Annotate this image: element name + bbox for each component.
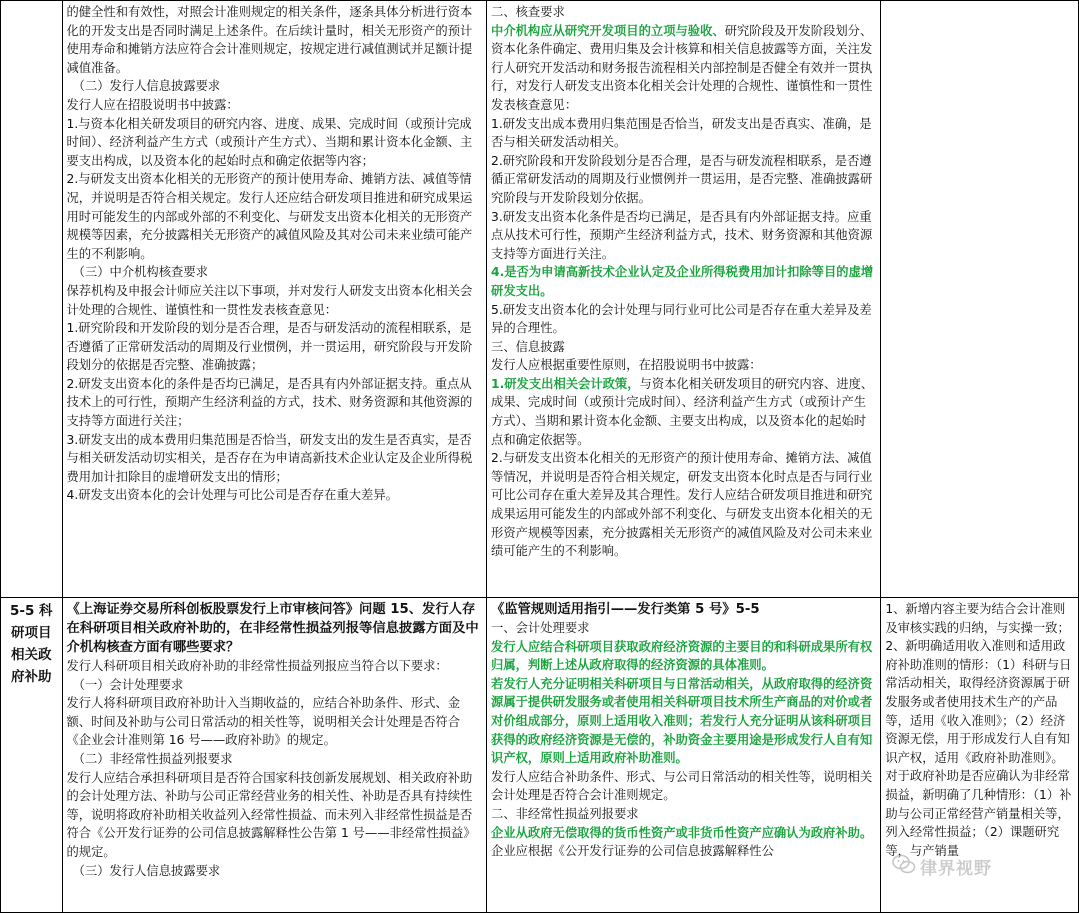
paragraph-text: 一、会计处理要求 xyxy=(491,621,590,635)
paragraph-text: 2.研发支出资本化的条件是否均已满足，是否具有内外部证据支持。重点从技术上的可行性，预期产生经济利益的方式，技术、财务资源和其他资源的支持等方面进行关注； xyxy=(66,376,473,429)
comment-cell xyxy=(881,1,1079,598)
paragraph-text: 二、非经常性损益列报要求 xyxy=(491,806,639,821)
paragraph xyxy=(491,675,876,768)
highlighted-text: 企业从政府无偿取得的货币性资产或非货币性资产应确认为政府补助。 xyxy=(491,825,873,840)
paragraph xyxy=(67,319,483,375)
paragraph-text: 4.研发支出资本化的会计处理与可比公司是否存在重大差异。 xyxy=(66,488,398,503)
highlighted-text: 中介机构应从研究开发项目的立项与验收、 xyxy=(491,23,725,38)
row-label-cell xyxy=(1,598,63,913)
section-heading: 《上海证券交易所科创板股票发行上市审核问答》问题 15、发行人存在科研项目相关政府补助的，在非经常性损益列报等信息披露方面及中介机构核查方面有哪些要求？ xyxy=(66,602,479,655)
new-guideline-cell xyxy=(487,1,881,598)
paragraph xyxy=(491,263,876,300)
paragraph xyxy=(67,77,483,96)
paragraph-text: （二）发行人信息披露要求 xyxy=(72,79,221,94)
paragraph-text: 1.与资本化相关研发项目的研究内容、进度、成果、完成时间（或预计完成时间）、经济利益产生方式（或预计产生方式）、当期和累计资本化金额、主要支出构成，以及资本化的起始时点和确定依据等内容； xyxy=(66,116,473,168)
paragraph xyxy=(67,375,483,431)
paragraph-text: 发行人应结合补助条件、形式、与公司日常活动的相关性等，说明相关会计处理是否符合会计准则规定。 xyxy=(491,769,873,803)
section-heading: 《监管规则适用指引——发行类第 5 号》5-5 xyxy=(491,602,760,617)
paragraph-text: 三、信息披露 xyxy=(491,339,565,354)
paragraph xyxy=(67,115,483,171)
paragraph xyxy=(491,152,876,208)
paragraph-text: 1.研究阶段和开发阶段的划分是否合理，是否与研发活动的流程相联系，是否遵循了正常研发活动的周期及行业惯例，并一贯运用，研究阶段与开发阶段划分的依据是否完整、准确披露； xyxy=(66,321,473,373)
paragraph xyxy=(491,768,876,805)
paragraph-text: 2.研究阶段和开发阶段划分是否合理，是否与研发流程相联系，是否遵循正常研发活动的周期及行业惯例并一贯运用，是否完整、准确披露研究阶段与开发阶段划分依据。 xyxy=(491,153,873,205)
paragraph xyxy=(67,657,483,676)
paragraph-text: 1.研发支出成本费用归集范围是否恰当，研发支出是否真实、准确，是否与相关研发活动相关。 xyxy=(491,116,872,150)
paragraph xyxy=(67,694,483,750)
paragraph xyxy=(67,750,483,769)
paragraph xyxy=(67,96,483,115)
paragraph-text: （三）发行人信息披露要求 xyxy=(72,863,221,878)
row-label: 5-5 科研项目相关政府补助 xyxy=(9,603,53,685)
paragraph xyxy=(67,862,483,881)
paragraph xyxy=(491,301,876,338)
paragraph xyxy=(491,375,876,449)
paragraph xyxy=(67,282,483,319)
paragraph xyxy=(67,431,483,487)
paragraph-text: （二）非经常性损益列报要求 xyxy=(72,751,233,766)
row-label-cell xyxy=(1,1,63,598)
paragraph-text: 发行人应在招股说明书中披露： xyxy=(66,97,239,112)
paragraph xyxy=(885,637,1074,767)
original-rule-cell xyxy=(62,1,487,598)
comment-cell xyxy=(881,598,1079,913)
paragraph xyxy=(67,263,483,282)
paragraph-text: 研究阶段及开发阶段划分、资本化条件确定、费用归集及会计核算和相关信息披露等方面，关注发行人研究开发活动和财务报告流程相关内部控制是否健全有效并一贯执行，对发行人研发支出资本化相关会计处理的合规性、谨慎性和一贯性发表核查意见： xyxy=(491,23,873,112)
table-row xyxy=(1,598,1079,913)
paragraph xyxy=(67,170,483,263)
original-rule-cell xyxy=(62,598,487,913)
paragraph-text: 发行人科研项目相关政府补助的非经常性损益列报应当符合以下要求： xyxy=(66,659,448,673)
highlighted-text: 1.研发支出相关会计政策， xyxy=(491,376,640,391)
paragraph-text: （一）会计处理要求 xyxy=(72,677,184,692)
paragraph-text: 3.研发支出的成本费用归集范围是否恰当，研发支出的发生是否真实，是否与相关研发活动切实相关，是否存在为申请高新技术企业认定及企业所得税费用加计扣除目的虚增研发支出的情形； xyxy=(66,432,473,484)
paragraph-text: 2.与研发支出资本化相关的无形资产的预计使用寿命、摊销方法、减值等情况，并说明是否符合相关规定，研发支出资本化时点是否与同行业可比公司存在重大差异及其合理性。发行人应结合研发项目推进和研究成果运用可能发生的内部或外部不利变化、与研发支出资本化相关的无形资产规模等因素，充分披露相关无形资产的减值风险及对公司未来业绩可能产生的不利影响。 xyxy=(491,451,873,559)
paragraph-text: （三）中介机构核查要求 xyxy=(72,265,208,280)
new-guideline-cell xyxy=(487,598,881,913)
paragraph xyxy=(885,600,1074,637)
paragraph xyxy=(491,338,876,357)
paragraph xyxy=(67,676,483,695)
paragraph-text: 3.研发支出资本化条件是否均已满足，是否具有内外部证据支持。应重点从技术可行性，预期产生经济利益方式，技术、财务资源和其他资源支持等方面进行关注。 xyxy=(491,209,873,261)
table-row xyxy=(1,1,1079,598)
paragraph xyxy=(491,805,876,824)
highlighted-text: 4.是否为申请高新技术企业认定及企业所得税费用加计扣除等目的虚增研发支出。 xyxy=(491,265,874,298)
paragraph-text: 5.研发支出资本化的会计处理与同行业可比公司是否存在重大差异及差异的合理性。 xyxy=(491,302,872,336)
paragraph-text: 保荐机构及申报会计师应关注以下事项，并对发行人研发支出资本化相关会计处理的合规性、谨慎性和一贯性发表核查意见： xyxy=(66,283,473,317)
highlighted-text: 若发行人充分证明相关科研项目与日常活动相关，从政府取得的经济资源属于提供研发服务或者使用相关科研项目技术所生产商品的对价或者对价组成部分，原则上适用收入准则；若发行人充分证明从该科研项目获得的政府经济资源是无偿的，补助资金主要用途是形成发行人自有知识产权，原则上适用政府补助准则。 xyxy=(491,676,873,766)
paragraph-text: 2.与研发支出资本化相关的无形资产的预计使用寿命、摊销方法、减值等情况，并说明是否符合相关规定。发行人还应结合研发项目推进和研究成果运用时可能发生的内部或外部的不利变化、与研发支出资本化相关的无形资产规模等因素，充分披露相关无形资产的减值风险及其对公司未来业绩可能产生的不利影响。 xyxy=(66,172,473,261)
paragraph-text: 发行人应根据重要性原则，在招股说明书中披露： xyxy=(491,358,762,373)
paragraph-text: 与资本化相关研发项目的研究内容、进度、成果、完成时间（或预计完成时间）、经济利益产生方式（或预计产生方式）、当期和累计资本化金额、主要支出构成，以及资本化的起始时点和确定依据等。 xyxy=(491,376,874,447)
paragraph-text: 发行人将科研项目政府补助计入当期收益的，应结合补助条件、形式、金额、时间及补助与公司日常活动的相关性等，说明相关会计处理是否符合《企业会计准则第 16 号——政府补助》的规定。 xyxy=(66,696,461,748)
paragraph xyxy=(67,486,483,505)
paragraph-list xyxy=(491,619,876,861)
paragraph xyxy=(491,638,876,675)
paragraph xyxy=(491,449,876,561)
paragraph xyxy=(491,3,876,22)
paragraph xyxy=(491,619,876,638)
paragraph-text: 1、新增内容主要为结合会计准则及审核实践的归纳，与实操一致； xyxy=(885,602,1070,635)
paragraph-text: 二、核查要求 xyxy=(491,5,565,19)
paragraph-text: 对于政府补助是否应确认为非经常损益，新明确了几种情形：（1）补助与公司正常经营产销量相关等，列入经常性损益；（2）课题研究等，与产销量 xyxy=(885,769,1072,858)
paragraph xyxy=(491,22,876,115)
paragraph xyxy=(491,824,876,861)
paragraph xyxy=(491,356,876,375)
paragraph xyxy=(885,767,1074,860)
paragraph xyxy=(491,115,876,152)
paragraph xyxy=(491,208,876,264)
watermark-text: 律界视野 xyxy=(920,859,992,879)
highlighted-text: 发行人应结合科研项目获取政府经济资源的主要目的和科研成果所有权归属，判断上述从政府取得的经济资源的具体准则。 xyxy=(491,639,873,673)
paragraph-text: 发行人应结合承担科研项目是否符合国家科技创新发展规划、相关政府补助的会计处理方法、补助与公司正常经营业务的相关性、补助是否具有持续性等，说明将政府补助相关收益列入经常性损益、而未列入非经常性损益是否符合《公开发行证券的公司信息披露解释性公告第 1 号——非经常性损益》的规定。 xyxy=(66,770,476,859)
paragraph-text: 2、新明确适用收入准则和适用政府补助准则的情形：（1）科研与日常活动相关，取得经济资源属于研发服务或者使用技术生产的产品等，适用《收入准则》；（2）经济资源无偿，用于形成发行人自有知识产权，适用《政府补助准则》。 xyxy=(885,639,1072,765)
paragraph-text: 的健全性和有效性，对照会计准则规定的相关条件，逐条具体分析进行资本化的开发支出是否同时满足上述条件。在后续计量时，相关无形资产的预计使用寿命和摊销方法应符合会计准则规定，按规定进行减值测试并足额计提减值准备。 xyxy=(66,5,473,75)
paragraph-text: 企业应根据《公开发行证券的公司信息披露解释性公 xyxy=(491,844,774,859)
paragraph xyxy=(67,769,483,862)
paragraph xyxy=(67,3,483,77)
paragraph-list xyxy=(67,657,483,880)
